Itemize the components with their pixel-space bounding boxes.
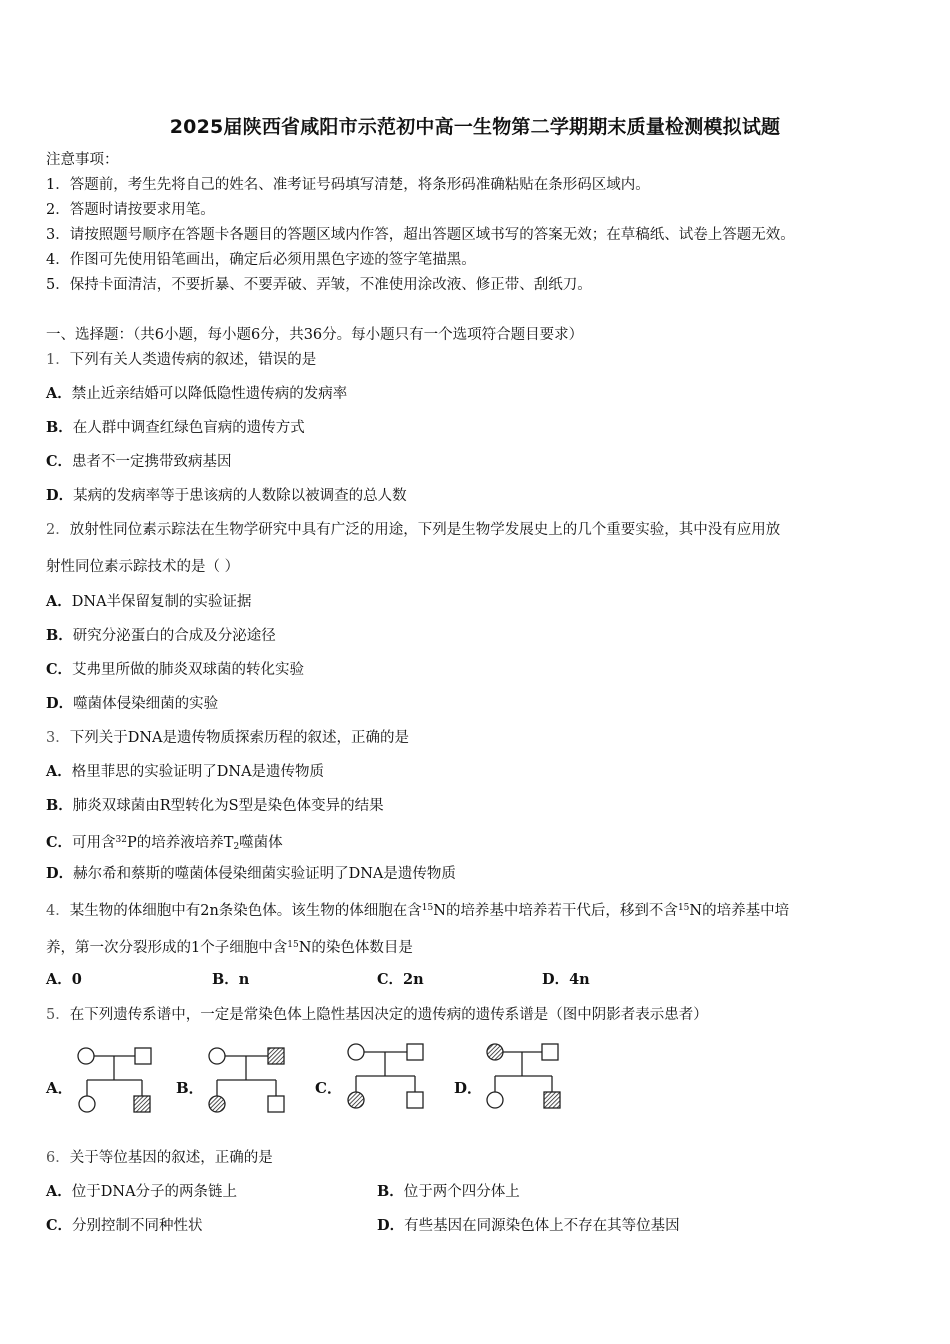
option-b[interactable] <box>212 970 249 990</box>
pedigree-a[interactable] <box>74 1042 156 1118</box>
question-3 <box>46 728 409 748</box>
question-stem: 某生物的体细胞中有2n条染色体。该生物的体细胞在含 <box>69 903 422 919</box>
option-text: 有些基因在同源染色体上不存在其等位基因 <box>404 1218 680 1234</box>
option-text: 噬菌体 <box>239 835 283 851</box>
option-label: D． <box>46 865 74 882</box>
option-d[interactable] <box>377 1216 680 1236</box>
option-text: 艾弗里所做的肺炎双球菌的转化实验 <box>72 662 305 678</box>
question-stem-cont <box>46 935 413 958</box>
option-text: 位于DNA分子的两条链上 <box>71 1184 238 1200</box>
option-text: 分别控制不同种性状 <box>72 1218 203 1234</box>
page-title: 2025届陕西省咸阳市示范初中高一生物第二学期期末质量检测模拟试题 <box>169 116 781 138</box>
option-text: 患者不一定携带致病基因 <box>72 454 232 470</box>
pedigree-a-label: A． <box>46 1079 73 1097</box>
option-label: A． <box>46 593 72 610</box>
option-label: B． <box>46 419 73 436</box>
option-label: B． <box>377 1183 404 1200</box>
option-text: 赫尔希和蔡斯的噬菌体侵染细菌实验证明了DNA是遗传物质 <box>73 866 456 882</box>
superscript: 32 <box>115 835 127 845</box>
option-text: 禁止近亲结婚可以降低隐性遗传病的发病率 <box>71 386 348 402</box>
question-number: 6． <box>46 1150 70 1166</box>
question-stem: 下列关于DNA是遗传物质探索历程的叙述，正确的是 <box>69 730 410 746</box>
option-c[interactable] <box>46 660 304 680</box>
pedigree-c-label: C． <box>315 1079 342 1097</box>
question-number: 3． <box>46 730 70 746</box>
option-label: B． <box>46 627 73 644</box>
notice-item: 4．作图可先使用铅笔画出，确定后必须用黑色字迹的签字笔描黑。 <box>46 252 476 268</box>
option-text: 噬菌体侵染细菌的实验 <box>73 696 219 712</box>
option-b[interactable] <box>46 418 305 438</box>
option-label: A． <box>46 763 72 780</box>
notice-item: 3．请按照题号顺序在答题卡各题目的答题区域内作答，超出答题区域书写的答案无效；在草稿纸、试卷上答题无效。 <box>46 227 795 243</box>
question-stem: N的培养基中培养若干代后，移到不含 <box>433 903 678 919</box>
pedigree-c[interactable] <box>343 1038 429 1114</box>
option-text: 可用含 <box>72 835 116 851</box>
option-d[interactable] <box>542 970 590 990</box>
option-a[interactable] <box>46 970 82 990</box>
option-text: n <box>238 971 250 988</box>
option-text: 2n <box>403 971 424 988</box>
question-2 <box>46 520 780 540</box>
question-1 <box>46 350 316 370</box>
option-text: 格里菲思的实验证明了DNA是遗传物质 <box>71 764 325 780</box>
option-b[interactable] <box>46 796 384 816</box>
option-text: 研究分泌蛋白的合成及分泌途径 <box>72 628 276 644</box>
question-number: 1． <box>46 352 70 368</box>
option-label: C． <box>46 1217 73 1234</box>
question-stem: N的染色体数目是 <box>298 940 413 956</box>
option-label: A． <box>46 385 72 402</box>
option-text: P的培养液培养T <box>127 835 234 851</box>
option-text: 某病的发病率等于患该病的人数除以被调查的总人数 <box>73 488 407 504</box>
question-stem: 养，第一次分裂形成的1个子细胞中含 <box>46 940 288 956</box>
option-c[interactable] <box>46 1216 203 1236</box>
option-d[interactable] <box>46 864 456 884</box>
question-stem: 关于等位基因的叙述，正确的是 <box>69 1150 273 1166</box>
question-5 <box>46 1005 708 1025</box>
question-number: 4． <box>46 903 70 919</box>
option-d[interactable] <box>46 486 407 506</box>
option-a[interactable] <box>46 1182 237 1202</box>
option-text: 在人群中调查红绿色盲病的遗传方式 <box>72 420 305 436</box>
option-b[interactable] <box>46 626 276 646</box>
option-text: 0 <box>71 971 82 988</box>
option-d[interactable] <box>46 694 218 714</box>
option-text: 肺炎双球菌由R型转化为S型是染色体变异的结果 <box>72 798 384 814</box>
option-a[interactable] <box>46 592 252 612</box>
option-label: A． <box>46 1183 72 1200</box>
question-stem: 在下列遗传系谱中，一定是常染色体上隐性基因决定的遗传病的遗传系谱是（图中阴影者表示患者） <box>69 1007 708 1023</box>
question-4 <box>46 898 789 921</box>
option-label: B． <box>212 971 239 988</box>
option-c[interactable] <box>46 830 283 857</box>
notice-heading: 注意事项： <box>46 152 119 168</box>
option-a[interactable] <box>46 384 347 404</box>
question-number: 5． <box>46 1007 70 1023</box>
pedigree-d-label: D． <box>454 1079 483 1097</box>
question-6 <box>46 1148 273 1168</box>
option-c[interactable] <box>377 970 424 990</box>
option-label: B． <box>46 797 73 814</box>
notice-item: 2．答题时请按要求用笔。 <box>46 202 215 218</box>
option-text: DNA半保留复制的实验证据 <box>71 594 252 610</box>
superscript: 15 <box>677 903 690 913</box>
pedigree-d[interactable] <box>482 1038 568 1114</box>
option-label: A． <box>46 971 72 988</box>
option-label: D． <box>542 971 570 988</box>
option-label: D． <box>46 695 74 712</box>
question-number: 2． <box>46 522 70 538</box>
option-c[interactable] <box>46 452 232 472</box>
option-label: C． <box>46 661 73 678</box>
option-label: C． <box>46 834 73 851</box>
pedigree-b[interactable] <box>204 1042 290 1118</box>
option-label: C． <box>377 971 404 988</box>
subscript: 2 <box>233 842 240 852</box>
superscript: 15 <box>421 903 434 913</box>
superscript: 15 <box>287 940 299 950</box>
option-b[interactable] <box>377 1182 520 1202</box>
option-label: C． <box>46 453 73 470</box>
option-label: D． <box>46 487 74 504</box>
notice-item: 5．保持卡面清洁，不要折暴、不要弄破、弄皱，不准使用涂改液、修正带、刮纸刀。 <box>46 277 592 293</box>
section-heading: 一、选择题：（共6小题，每小题6分，共36分。每小题只有一个选项符合题目要求） <box>46 327 584 343</box>
question-stem: 下列有关人类遗传病的叙述，错误的是 <box>69 352 317 368</box>
notice-item: 1．答题前，考生先将自己的姓名、准考证号码填写清楚，将条形码准确粘贴在条形码区域内。 <box>46 177 650 193</box>
question-stem: N的培养基中培 <box>689 903 790 919</box>
question-stem-cont: 射性同位素示踪技术的是（ ） <box>46 559 240 575</box>
option-text: 4n <box>569 971 590 988</box>
option-text: 位于两个四分体上 <box>403 1184 520 1200</box>
option-label: D． <box>377 1217 405 1234</box>
pedigree-b-label: B． <box>176 1079 204 1097</box>
option-a[interactable] <box>46 762 324 782</box>
question-stem: 放射性同位素示踪法在生物学研究中具有广泛的用途，下列是生物学发展史上的几个重要实验，其中没有应用放 <box>69 522 781 538</box>
